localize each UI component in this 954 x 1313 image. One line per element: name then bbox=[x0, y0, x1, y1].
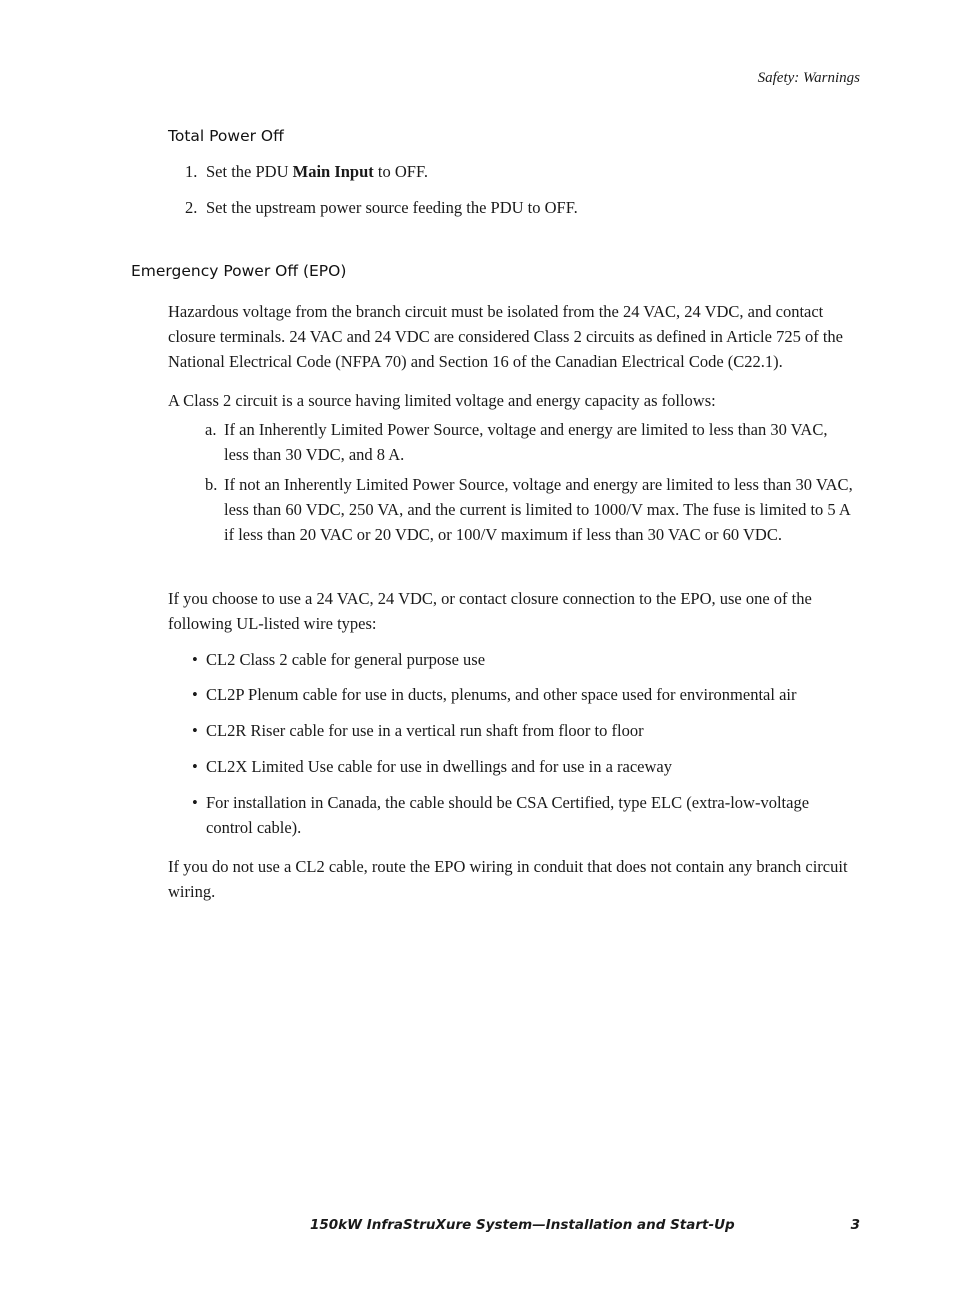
section-heading-epo: Emergency Power Off (EPO) bbox=[131, 262, 347, 280]
bullet-item: • For installation in Canada, the cable should be CSA Certified, type ELC (extra-low-voltage control cable). bbox=[192, 790, 852, 840]
bullet-icon: • bbox=[192, 685, 198, 704]
bullet-icon: • bbox=[192, 650, 198, 669]
step-number: 1. bbox=[185, 162, 198, 181]
bullet-item: • CL2P Plenum cable for use in ducts, plenums, and other space used for environmental air bbox=[192, 682, 852, 707]
bullet-icon: • bbox=[192, 793, 198, 812]
bullet-item: • CL2X Limited Use cable for use in dwellings and for use in a raceway bbox=[192, 754, 852, 779]
bullet-icon: • bbox=[192, 721, 198, 740]
running-header: Safety: Warnings bbox=[757, 70, 860, 86]
epo-paragraph-3: If you choose to use a 24 VAC, 24 VDC, or contact closure connection to the EPO, use one of the following UL-listed wire types: bbox=[168, 589, 812, 633]
epo-paragraph-1: Hazardous voltage from the branch circuit must be isolated from the 24 VAC, 24 VDC, and contact closure terminals. 24 VAC and 24 VDC are considered Class 2 circuits as defined in Article 725 of the National Electrical Code (NFPA 70) and Section 16 of the Canadian Electrical Code (C22.1). bbox=[168, 302, 843, 371]
page-number: 3 bbox=[850, 1217, 860, 1233]
bullet-item: • CL2R Riser cable for use in a vertical run shaft from floor to floor bbox=[192, 718, 852, 743]
section-heading-total-power-off: Total Power Off bbox=[168, 127, 284, 145]
list-label: a. bbox=[205, 420, 217, 439]
step-number: 2. bbox=[185, 198, 198, 217]
main-input-term: Main Input bbox=[292, 162, 374, 181]
epo-paragraph-4: If you do not use a CL2 cable, route the EPO wiring in conduit that does not contain any branch circuit wiring. bbox=[168, 857, 848, 901]
epo-paragraph-2: A Class 2 circuit is a source having limited voltage and energy capacity as follows: bbox=[168, 391, 716, 410]
bullet-item: • CL2 Class 2 cable for general purpose use bbox=[192, 647, 852, 672]
step-1: 1. Set the PDU Main Input to OFF. bbox=[185, 162, 428, 181]
footer-title: 150kW InfraStruXure System—Installation and Start-Up bbox=[310, 1217, 735, 1233]
step-2: 2. Set the upstream power source feeding the PDU to OFF. bbox=[185, 198, 578, 217]
list-item-a: a. If an Inherently Limited Power Source, voltage and energy are limited to less than 30 VAC, less than 30 VDC, and 8 A. bbox=[205, 417, 855, 467]
list-item-b: b. If not an Inherently Limited Power Source, voltage and energy are limited to less than 30 VAC, less than 60 VDC, 250 VA, and the current is limited to 1000/V max. The fuse is limited to 5 A if less than 20 VAC or 20 VDC, or 100/V maximum if less than 30 VAC or 60 VDC. bbox=[205, 472, 855, 547]
bullet-icon: • bbox=[192, 757, 198, 776]
list-label: b. bbox=[205, 475, 218, 494]
